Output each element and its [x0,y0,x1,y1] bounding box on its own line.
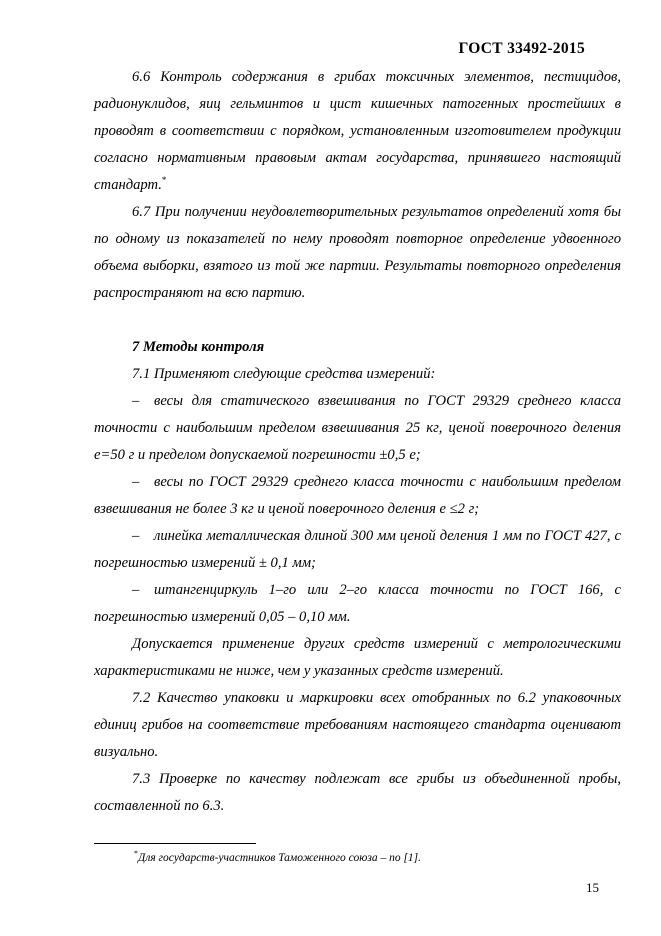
document-code-header: ГОСТ 33492-2015 [458,40,585,57]
list-dash: – [132,582,140,598]
paragraph-6-6-text: 6.6 Контроль содержания в грибах токсичных элементов, пестицидов, радионуклидов, яиц гельминтов и цист кишечных патогенных простейших в проводят в соответствии с порядком, установленным изготовителем продукции согласно нормативным правовым актам государства, принявшего настоящий стандарт. [94,69,621,193]
section-7-heading: 7 Методы контроля [132,339,265,355]
list-dash: – [132,474,140,490]
footnote [134,850,421,866]
list-dash: – [132,528,140,544]
page-body [94,64,621,820]
footnote-separator [94,843,256,844]
paragraph-7-1-intro: 7.1 Применяют следующие средства измерений: [132,366,436,382]
list-item-text: весы для статического взвешивания по ГОСТ 29329 среднего класса точности с наибольшим пределом взвешивания 25 кг, ценой поверочного деления е=50 г и пределом допускаемой погрешности ±0,5 е; [94,393,621,463]
page-number: 15 [586,880,599,895]
list-item-text: линейка металлическая длиной 300 мм ценой деления 1 мм по ГОСТ 427, с погрешностью измерений ± 0,1 мм; [94,528,621,571]
list-item-scales-static [94,388,621,469]
footnote-text: Для государств-участников Таможенного союза – по [1]. [138,852,422,864]
list-item-scales-small [94,469,621,523]
footnote-reference-mark: * [161,175,167,186]
section-spacer [94,307,621,334]
list-item-ruler [94,523,621,577]
paragraph-7-2: 7.2 Качество упаковки и маркировки всех отобранных по 6.2 упаковочных единиц грибов на соответствие требованиям настоящего стандарта оценивают визуально. [94,690,621,760]
list-dash: – [132,393,140,409]
list-item-text: штангенциркуль 1–го или 2–го класса точности по ГОСТ 166, с погрешностью измерений 0,05 – 0,10 мм. [94,582,621,625]
paragraph-6-6 [94,64,621,199]
paragraph-7-1-note: Допускается применение других средств измерений с метрологическими характеристиками не ниже, чем у указанных средств измерений. [94,636,621,679]
list-item-text: весы по ГОСТ 29329 среднего класса точности с наибольшим пределом взвешивания не более 3 кг и ценой поверочного деления е ≤2 г; [94,474,621,517]
paragraph-7-3: 7.3 Проверке по качеству подлежат все грибы из объединенной пробы, составленной по 6.3. [94,771,621,814]
paragraph-6-7: 6.7 При получении неудовлетворительных результатов определений хотя бы по одному из показателей по нему проводят повторное определение удвоенного объема выборки, взятого из той же партии. Результаты повторного определения распространяют на всю партию. [94,204,621,301]
list-item-caliper [94,577,621,631]
footnote-mark: * [134,849,138,859]
